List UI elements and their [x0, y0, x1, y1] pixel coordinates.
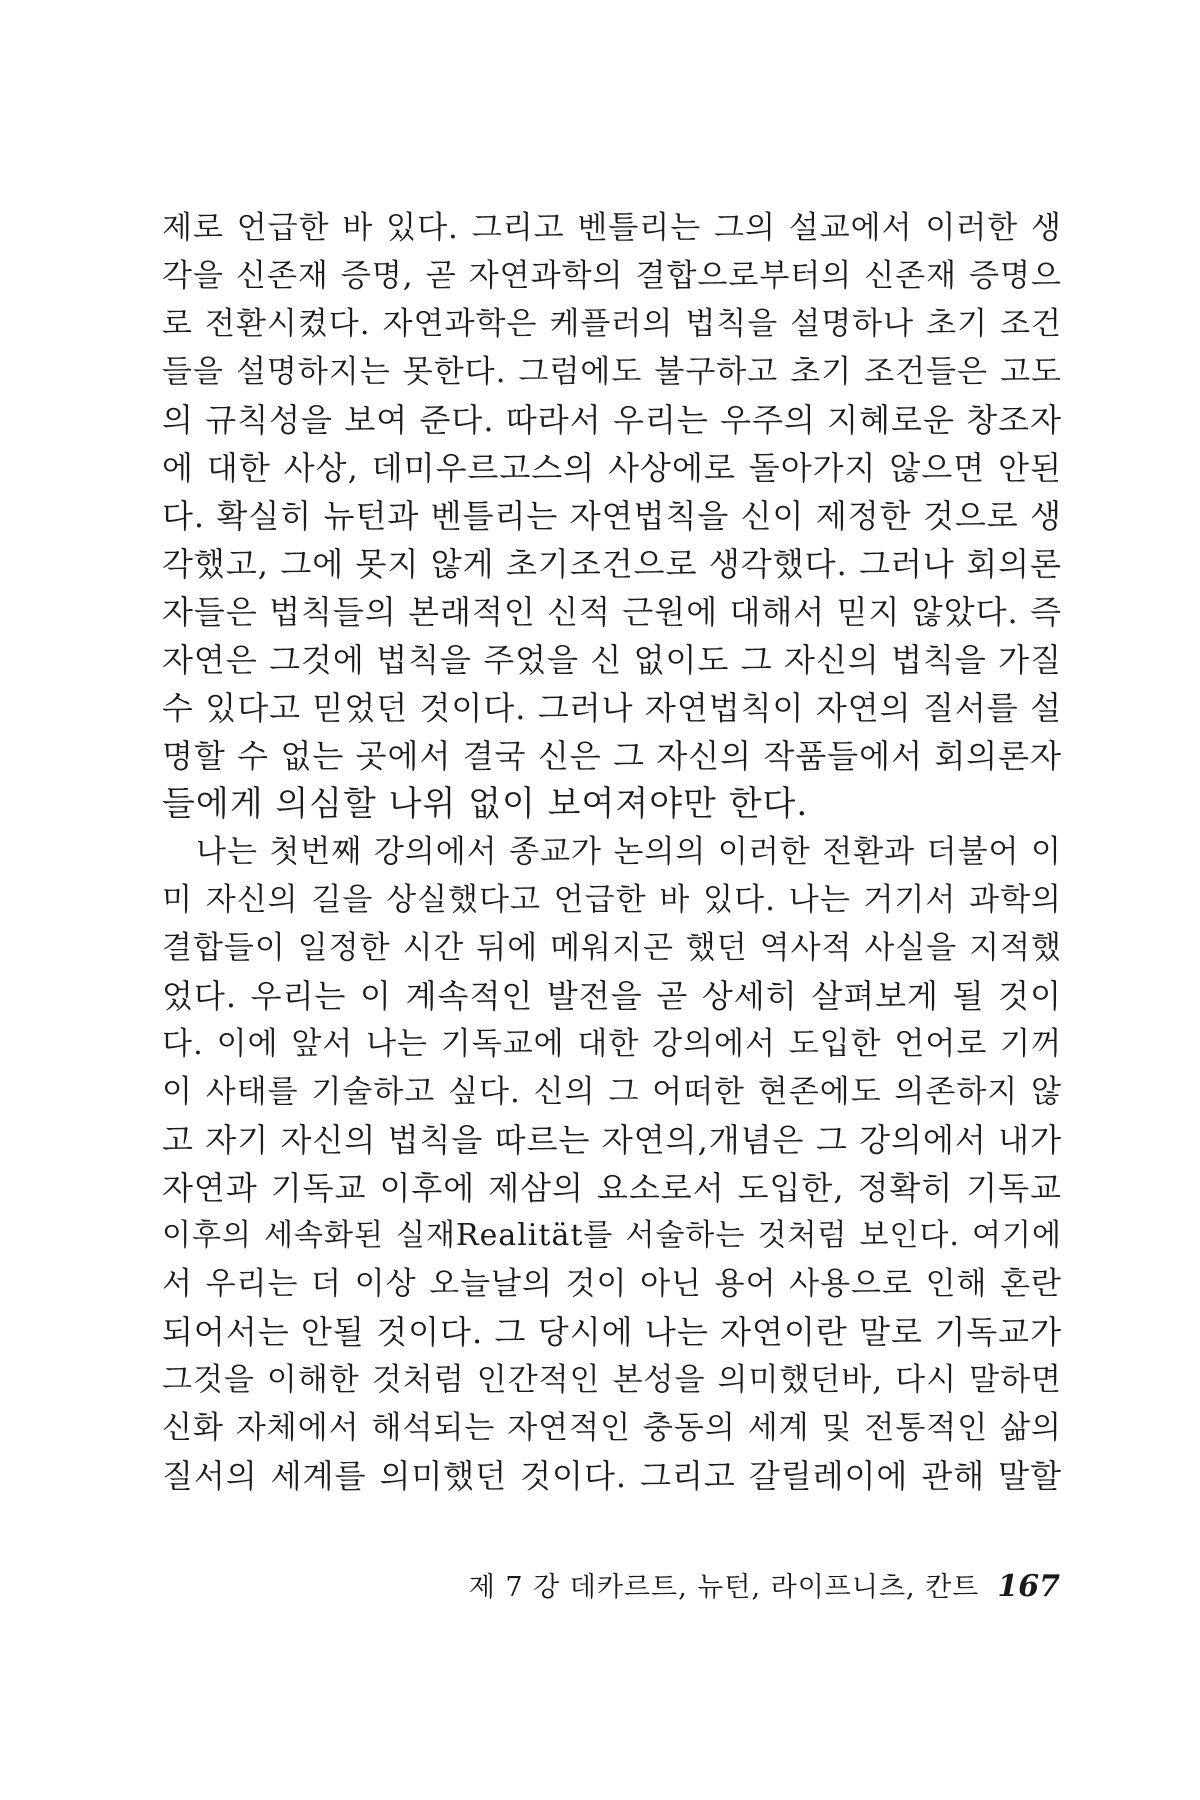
- text-line: 다. 이에 앞서 나는 기독교에 대한 강의에서 도입한 언어로 기꺼: [162, 1026, 1062, 1062]
- text-line: 로 전환시켰다. 자연과학은 케플러의 법칙을 설명하나 초기 조건: [162, 306, 1062, 342]
- running-footer: [440, 1562, 1060, 1612]
- body-text: [162, 200, 1062, 1500]
- text-line: 질서의 세계를 의미했던 것이다. 그리고 갈릴레이에 관해 말할: [162, 1457, 1062, 1495]
- text-line: 그것을 이해한 것처럼 인간적인 본성을 의미했던바, 다시 말하면: [162, 1362, 1062, 1398]
- text-line: 명할 수 없는 곳에서 결국 신은 그 자신의 작품들에서 회의론자: [162, 737, 1062, 775]
- text-line: 자연은 그것에 법칙을 주었을 신 없이도 그 자신의 법칙을 가질: [162, 641, 1062, 679]
- paragraph-start-line: 나는 첫번째 강의에서 종교가 논의의 이러한 전환과 더불어 이: [196, 834, 1062, 870]
- text-line: 수 있다고 믿었던 것이다. 그러나 자연법칙이 자연의 질서를 설: [162, 689, 1062, 727]
- text-line: 다. 확실히 뉴턴과 벤틀리는 자연법칙을 신이 제정한 것으로 생: [162, 497, 1062, 535]
- text-line: 신화 자체에서 해석되는 자연적인 충동의 세계 및 전통적인 삶의: [162, 1410, 1062, 1446]
- text-line: 제로 언급한 바 있다. 그리고 벤틀리는 그의 설교에서 이러한 생: [162, 210, 1062, 246]
- text-line: 이 사태를 기술하고 싶다. 신의 그 어떠한 현존에도 의존하지 않: [162, 1074, 1062, 1110]
- text-line: 에 대한 사상, 데미우르고스의 사상에로 돌아가지 않으면 안된: [162, 449, 1062, 487]
- text-line: 되어서는 안될 것이다. 그 당시에 나는 자연이란 말로 기독교가: [162, 1313, 1062, 1351]
- page-number: 167: [997, 1569, 1060, 1604]
- text-line: 었다. 우리는 이 계속적인 발전을 곧 상세히 살펴보게 될 것이: [162, 977, 1062, 1015]
- text-line: 자들은 법칙들의 본래적인 신적 근원에 대해서 믿지 않았다. 즉: [162, 593, 1062, 631]
- text-line: 들에게 의심할 나위 없이 보여져야만 한다.: [162, 784, 809, 824]
- text-line: 자연과 기독교 이후에 제삼의 요소로서 도입한, 정확히 기독교: [162, 1169, 1062, 1207]
- text-line: 고 자기 자신의 법칙을 따르는 자연의,개념은 그 강의에서 내가: [162, 1121, 1062, 1159]
- text-line: 결합들이 일정한 시간 뒤에 메워지곤 했던 역사적 사실을 지적했: [162, 930, 1062, 966]
- chapter-label: 제 7 강 데카르트, 뉴턴, 라이프니츠, 칸트: [468, 1572, 980, 1603]
- text-line: 각을 신존재 증명, 곧 자연과학의 결합으로부터의 신존재 증명으: [162, 258, 1062, 294]
- text-line: 의 규칙성을 보여 준다. 따라서 우리는 우주의 지혜로운 창조자: [162, 401, 1062, 439]
- text-line: 서 우리는 더 이상 오늘날의 것이 아닌 용어 사용으로 인해 혼란: [162, 1266, 1062, 1302]
- text-line: 각했고, 그에 못지 않게 초기조건으로 생각했다. 그러나 회의론: [162, 545, 1062, 583]
- text-line: 미 자신의 길을 상실했다고 언급한 바 있다. 나는 거기서 과학의: [162, 882, 1062, 918]
- text-line: 이후의 세속화된 실재Realität를 서술하는 것처럼 보인다. 여기에: [162, 1218, 1062, 1253]
- text-line: 들을 설명하지는 못한다. 그럼에도 불구하고 초기 조건들은 고도: [162, 354, 1062, 390]
